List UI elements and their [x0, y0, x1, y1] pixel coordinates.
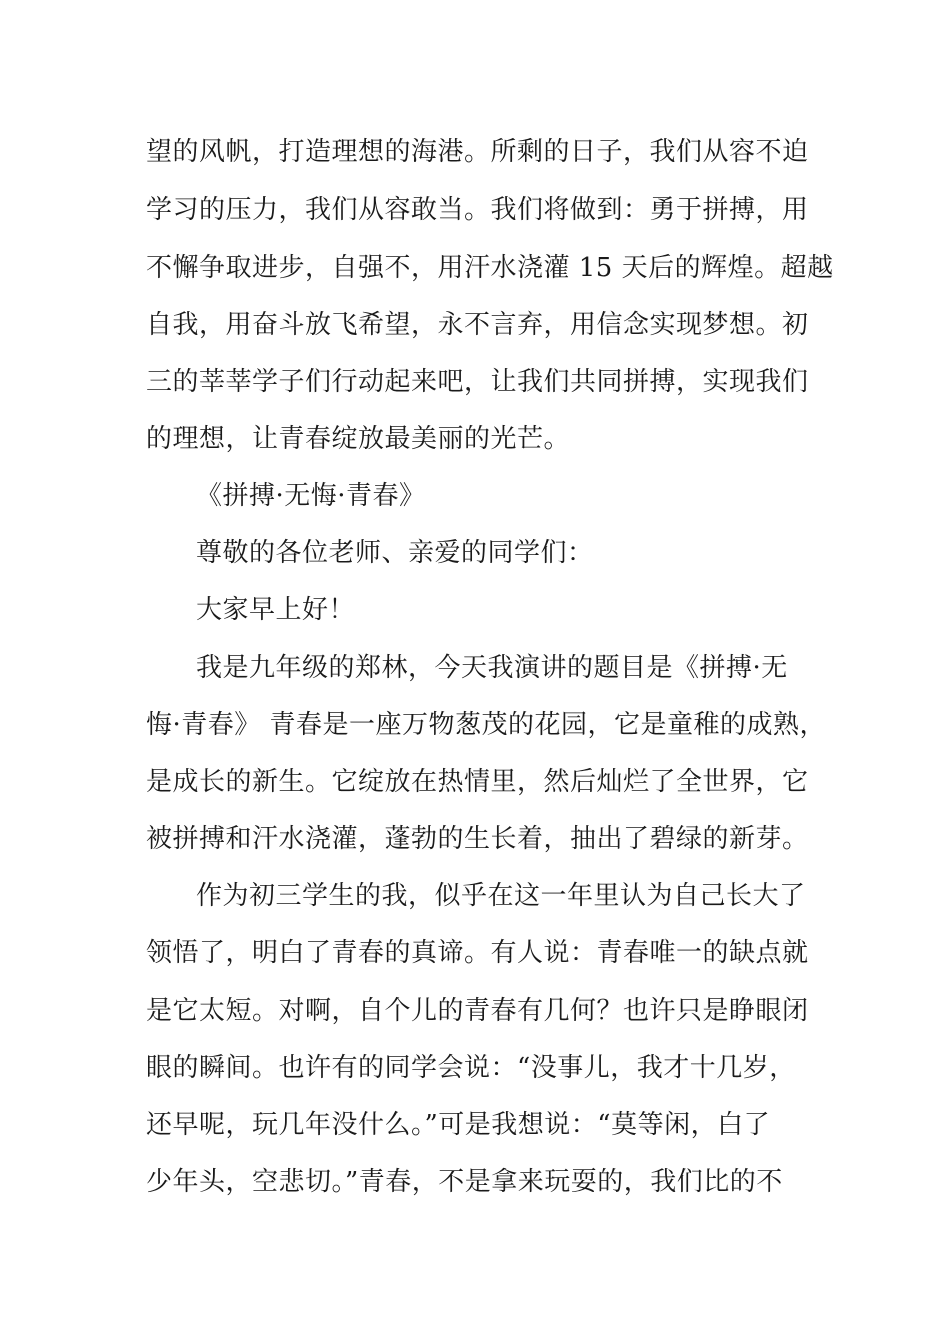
- text-line: 还早呢，玩几年没什么。”可是我想说：“莫等闲，白了: [146, 1110, 771, 1140]
- greeting: 大家早上好！: [196, 595, 356, 625]
- speech-title: 《拼搏·无悔·青春》: [196, 481, 426, 511]
- salutation: 尊敬的各位老师、亲爱的同学们：: [196, 538, 594, 568]
- text-line: 三的莘莘学子们行动起来吧，让我们共同拼搏，实现我们: [146, 367, 809, 397]
- text-line: 悔·青春》 青春是一座万物葱茂的花园，它是童稚的成熟，: [146, 710, 827, 740]
- text-line: 被拼搏和汗水浇灌，蓬勃的生长着，抽出了碧绿的新芽。: [146, 824, 809, 854]
- text-line: 是它太短。对啊，自个儿的青春有几何？也许只是睁眼闭: [146, 996, 809, 1026]
- text-line: 我是九年级的郑林，今天我演讲的题目是《拼搏·无: [196, 653, 788, 683]
- text-line: 眼的瞬间。也许有的同学会说：“没事儿，我才十几岁，: [146, 1053, 796, 1083]
- text-line: 少年头，空悲切。”青春，不是拿来玩耍的，我们比的不: [146, 1167, 783, 1197]
- text-line: 学习的压力，我们从容敢当。我们将做到：勇于拼搏，用: [146, 195, 809, 225]
- text-line: 望的风帆，打造理想的海港。所剩的日子，我们从容不迫: [146, 137, 809, 167]
- text-line: 自我，用奋斗放飞希望，永不言弃，用信念实现梦想。初: [146, 310, 809, 340]
- text-line: 领悟了，明白了青春的真谛。有人说：青春唯一的缺点就: [146, 938, 809, 968]
- text-line: 是成长的新生。它绽放在热情里，然后灿烂了全世界，它: [146, 767, 809, 797]
- text-line: 不懈争取进步，自强不，用汗水浇灌 15 天后的辉煌。超越: [146, 253, 834, 283]
- text-line: 的理想，让青春绽放最美丽的光芒。: [146, 424, 571, 454]
- text-line: 作为初三学生的我，似乎在这一年里认为自己长大了: [196, 881, 806, 911]
